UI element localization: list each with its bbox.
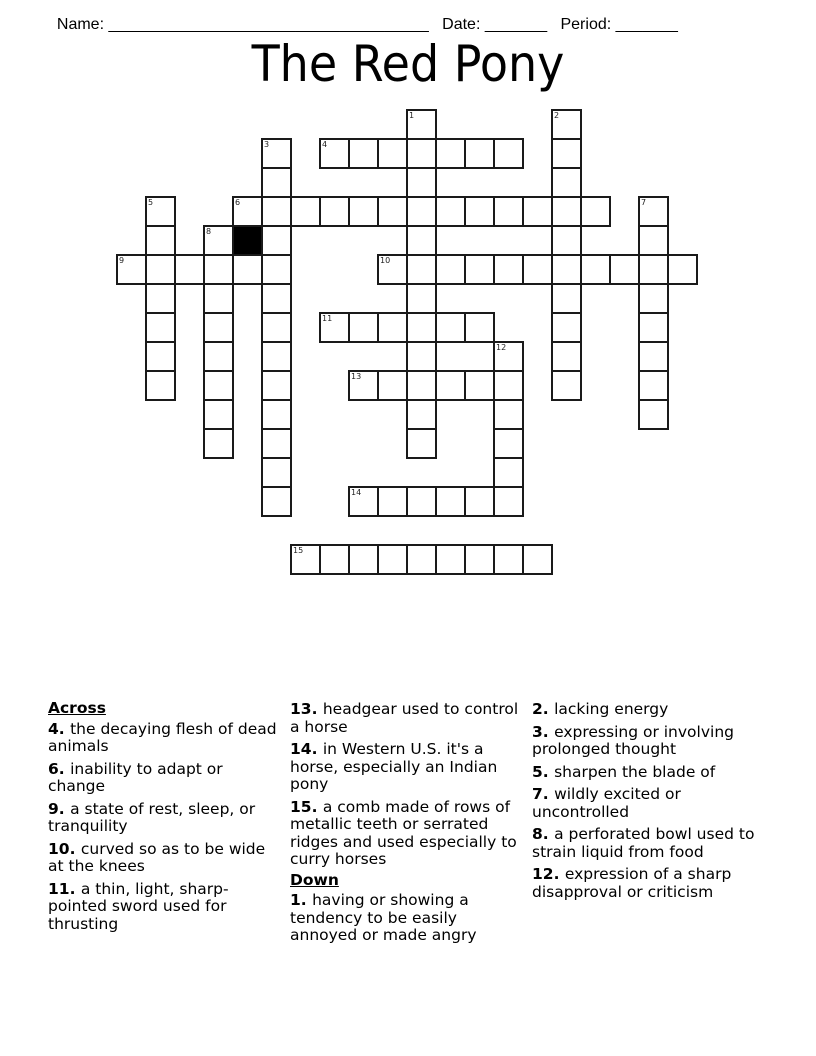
grid-cell[interactable] — [638, 399, 669, 430]
clue-text: expression of a sharp disapproval or criticism — [532, 865, 732, 901]
clue-number: 10. — [48, 839, 81, 858]
grid-cell[interactable] — [638, 312, 669, 343]
grid-cell[interactable] — [203, 254, 234, 285]
grid-cell[interactable] — [435, 196, 466, 227]
grid-cell[interactable] — [145, 312, 176, 343]
clue-number: 9. — [48, 799, 71, 818]
clue-item — [48, 721, 283, 756]
clue-number: 9 — [119, 256, 125, 265]
grid-cell[interactable] — [377, 544, 408, 575]
grid-cell[interactable] — [319, 312, 350, 343]
clue-number: 11. — [48, 879, 81, 898]
grid-cell[interactable] — [464, 312, 495, 343]
grid-cell[interactable] — [435, 370, 466, 401]
grid-cell[interactable] — [609, 254, 640, 285]
grid-cell[interactable] — [348, 544, 379, 575]
grid-cell[interactable] — [638, 370, 669, 401]
grid-cell[interactable] — [261, 196, 292, 227]
grid-cell[interactable] — [203, 341, 234, 372]
down-heading: Down — [290, 870, 339, 889]
grid-cell[interactable] — [406, 109, 437, 140]
clue-number: 11 — [322, 314, 333, 323]
grid-cell[interactable] — [290, 196, 321, 227]
grid-cell[interactable] — [145, 341, 176, 372]
grid-cell[interactable] — [493, 254, 524, 285]
clue-text: the decaying flesh of dead animals — [48, 719, 277, 755]
grid-cell[interactable] — [522, 254, 553, 285]
clue-number: 7 — [641, 198, 647, 207]
clue-text: a thin, light, sharp-pointed sword used for thrusting — [48, 879, 229, 933]
grid-cell[interactable] — [406, 254, 437, 285]
clue-number: 13 — [351, 372, 362, 381]
clue-item — [532, 724, 767, 759]
grid-cell[interactable] — [493, 138, 524, 169]
grid-cell[interactable] — [464, 254, 495, 285]
name-field[interactable]: Name: ____________________________________ — [56, 16, 429, 33]
grid-cell[interactable] — [319, 138, 350, 169]
grid-cell[interactable] — [493, 457, 524, 488]
grid-cell[interactable] — [261, 312, 292, 343]
grid-cell[interactable] — [406, 138, 437, 169]
grid-cell[interactable] — [551, 341, 582, 372]
grid-cell[interactable] — [261, 428, 292, 459]
grid-cell[interactable] — [493, 341, 524, 372]
clue-text: expressing or involving prolonged thought — [532, 722, 734, 758]
grid-cell[interactable] — [377, 196, 408, 227]
grid-cell[interactable] — [203, 428, 234, 459]
clue-text: headgear used to control a horse — [290, 700, 519, 736]
grid-cell[interactable] — [377, 138, 408, 169]
grid-cell[interactable] — [348, 138, 379, 169]
clue-text: sharpen the blade of — [554, 762, 716, 781]
clue-text: in Western U.S. it's a horse, especially an Indian pony — [290, 740, 498, 793]
grid-cell[interactable] — [551, 312, 582, 343]
grid-cell[interactable] — [377, 312, 408, 343]
clue-number: 4 — [322, 140, 328, 149]
grid-cell[interactable] — [203, 312, 234, 343]
grid-cell[interactable] — [348, 370, 379, 401]
grid-cell[interactable] — [406, 167, 437, 198]
grid-cell[interactable] — [435, 544, 466, 575]
grid-cell[interactable] — [377, 370, 408, 401]
grid-cell[interactable] — [377, 254, 408, 285]
grid-cell[interactable] — [435, 312, 466, 343]
grid-cell[interactable] — [667, 254, 698, 285]
grid-cell[interactable] — [464, 486, 495, 517]
grid-cell[interactable] — [261, 225, 292, 256]
grid-cell[interactable] — [551, 254, 582, 285]
clue-item — [532, 786, 767, 821]
clue-text: curved so as to be wide at the knees — [48, 839, 266, 875]
grid-cell[interactable] — [464, 370, 495, 401]
clue-number: 14. — [290, 740, 323, 758]
clue-item — [532, 826, 767, 861]
clue-number: 5 — [148, 198, 154, 207]
grid-cell[interactable] — [406, 370, 437, 401]
clue-number: 1. — [290, 891, 313, 909]
clue-item — [290, 892, 525, 945]
clue-number: 2 — [554, 111, 560, 120]
clues-column-2 — [290, 701, 525, 950]
grid-cell[interactable] — [406, 283, 437, 314]
grid-cell[interactable] — [406, 399, 437, 430]
grid-cell[interactable] — [261, 167, 292, 198]
grid-cell[interactable] — [493, 544, 524, 575]
grid-cell[interactable] — [406, 312, 437, 343]
grid-cell[interactable] — [261, 370, 292, 401]
period-field[interactable]: Period: _______ — [560, 16, 678, 33]
clue-text: a state of rest, sleep, or tranquility — [48, 799, 256, 835]
clue-item — [290, 701, 525, 736]
grid-cell[interactable] — [493, 370, 524, 401]
clue-text: a perforated bowl used to strain liquid from food — [532, 825, 755, 861]
clue-number: 13. — [290, 700, 323, 718]
puzzle-title: The Red Pony — [251, 35, 565, 93]
clue-number: 3. — [532, 722, 555, 741]
grid-cell[interactable] — [261, 341, 292, 372]
clue-text: lacking energy — [554, 700, 669, 718]
grid-cell[interactable] — [638, 254, 669, 285]
grid-cell[interactable] — [203, 225, 234, 256]
across-heading: Across — [48, 699, 106, 717]
clue-text: inability to adapt or change — [48, 759, 223, 795]
grid-cell[interactable] — [319, 544, 350, 575]
clue-number: 8. — [532, 825, 555, 843]
grid-cell[interactable] — [551, 196, 582, 227]
grid-cell[interactable] — [377, 486, 408, 517]
grid-cell[interactable] — [464, 544, 495, 575]
grid-cell[interactable] — [551, 109, 582, 140]
grid-cell[interactable] — [174, 254, 205, 285]
grid-cell[interactable] — [493, 196, 524, 227]
clue-text: a comb made of rows of metallic teeth or serrated ridges and used especially to curry horses — [290, 797, 517, 868]
grid-cell[interactable] — [203, 399, 234, 430]
grid-cell[interactable] — [551, 138, 582, 169]
grid-cell[interactable] — [464, 138, 495, 169]
clue-number: 15 — [293, 546, 304, 555]
clue-number: 5. — [532, 762, 555, 781]
grid-cell[interactable] — [638, 196, 669, 227]
grid-cell[interactable] — [435, 254, 466, 285]
clue-item — [48, 761, 283, 796]
clue-number: 1 — [409, 111, 415, 120]
clues-column-3 — [532, 701, 767, 906]
grid-cell[interactable] — [261, 283, 292, 314]
clue-item — [532, 701, 767, 719]
grid-cell[interactable] — [406, 486, 437, 517]
clue-number: 7. — [532, 785, 555, 803]
grid-cell[interactable] — [348, 486, 379, 517]
grid-cell[interactable] — [493, 399, 524, 430]
clues-column-1 — [48, 700, 283, 938]
clue-number: 4. — [48, 719, 71, 738]
grid-cell[interactable] — [261, 486, 292, 517]
grid-cell[interactable] — [493, 486, 524, 517]
clue-text: wildly excited or uncontrolled — [532, 785, 681, 821]
clue-item — [48, 881, 283, 934]
clue-number: 6. — [48, 759, 71, 778]
grid-cell[interactable] — [116, 254, 147, 285]
grid-cell[interactable] — [638, 283, 669, 314]
grid-cell[interactable] — [290, 544, 321, 575]
grid-cell[interactable] — [551, 225, 582, 256]
grid-cell[interactable] — [145, 196, 176, 227]
clue-number: 10 — [380, 256, 391, 265]
grid-cell[interactable] — [551, 283, 582, 314]
clue-number: 6 — [235, 198, 241, 207]
grid-cell[interactable] — [435, 138, 466, 169]
clue-number: 12. — [532, 865, 565, 883]
clue-item — [290, 741, 525, 794]
grid-cell[interactable] — [406, 196, 437, 227]
date-field[interactable]: Date: _______ — [442, 16, 548, 33]
clue-item — [532, 866, 767, 901]
grid-cell[interactable] — [435, 486, 466, 517]
clue-text: having or showing a tendency to be easily annoyed or made angry — [290, 891, 477, 944]
grid-cell[interactable] — [580, 196, 611, 227]
black-cell — [232, 225, 263, 256]
grid-cell[interactable] — [145, 225, 176, 256]
grid-cell[interactable] — [145, 370, 176, 401]
grid-cell[interactable] — [522, 196, 553, 227]
grid-cell[interactable] — [261, 254, 292, 285]
grid-cell[interactable] — [580, 254, 611, 285]
clue-item — [48, 841, 283, 876]
clue-number: 2. — [532, 700, 555, 718]
grid-cell[interactable] — [261, 399, 292, 430]
grid-cell[interactable] — [551, 167, 582, 198]
grid-cell[interactable] — [232, 196, 263, 227]
grid-cell[interactable] — [261, 457, 292, 488]
grid-cell[interactable] — [551, 370, 582, 401]
clue-item — [532, 764, 767, 782]
grid-cell[interactable] — [638, 341, 669, 372]
grid-cell[interactable] — [406, 225, 437, 256]
grid-cell[interactable] — [464, 196, 495, 227]
grid-cell[interactable] — [232, 254, 263, 285]
grid-cell[interactable] — [319, 196, 350, 227]
grid-cell[interactable] — [638, 225, 669, 256]
grid-cell[interactable] — [203, 370, 234, 401]
grid-cell[interactable] — [348, 196, 379, 227]
grid-cell[interactable] — [203, 283, 234, 314]
grid-cell[interactable] — [145, 254, 176, 285]
clue-number: 15. — [290, 797, 323, 816]
grid-cell[interactable] — [406, 544, 437, 575]
grid-cell[interactable] — [493, 428, 524, 459]
grid-cell[interactable] — [145, 283, 176, 314]
grid-cell[interactable] — [348, 312, 379, 343]
grid-cell[interactable] — [261, 138, 292, 169]
grid-cell[interactable] — [406, 428, 437, 459]
clue-number: 8 — [206, 227, 212, 236]
clue-number: 14 — [351, 488, 362, 497]
clue-number: 3 — [264, 140, 270, 149]
clue-number: 12 — [496, 343, 507, 352]
clue-item — [48, 801, 283, 836]
clue-item — [290, 799, 525, 869]
grid-cell[interactable] — [406, 341, 437, 372]
grid-cell[interactable] — [522, 544, 553, 575]
